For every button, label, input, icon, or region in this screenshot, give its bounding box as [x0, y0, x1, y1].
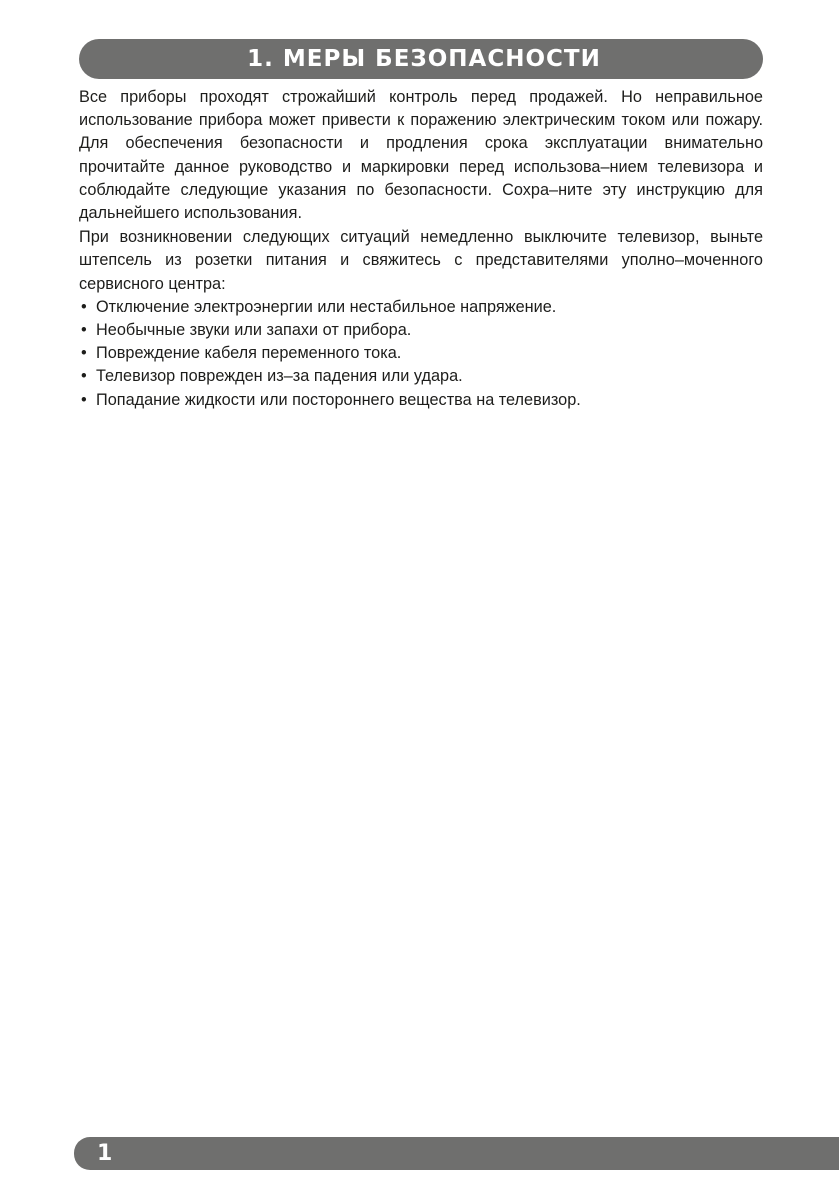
list-item-text: Повреждение кабеля переменного тока.: [96, 344, 402, 363]
section-title: 1. МЕРЫ БЕЗОПАСНОСТИ: [247, 46, 601, 72]
list-item: [79, 365, 763, 388]
list-item-text: Отключение электроэнергии или нестабильное напряжение.: [96, 297, 557, 316]
list-item: [79, 296, 763, 319]
bullet-icon: •: [81, 321, 87, 340]
bullet-icon: •: [81, 367, 87, 386]
bullet-icon: •: [81, 390, 87, 409]
list-item-text: Необычные звуки или запахи от прибора.: [96, 321, 412, 340]
bullet-icon: •: [81, 297, 87, 316]
instruction-paragraph: При возникновении следующих ситуаций немедленно выключите телевизор, выньте штепсель из розетки питания и свяжитесь с представителями уполно–моченного сервисного центра:: [79, 228, 763, 293]
situations-list: [79, 296, 763, 412]
document-body: [79, 86, 763, 412]
section-title-bar: [79, 39, 763, 79]
page-number: 1: [97, 1141, 113, 1166]
list-item: [79, 342, 763, 365]
list-item-text: Телевизор поврежден из–за падения или удара.: [96, 367, 463, 386]
intro-paragraph: Все приборы проходят строжайший контроль перед продажей. Но неправильное использование прибора может привести к поражению электрическим током или пожару. Для обеспечения безопасности и продления срока эксплуатации внимательно прочитайте данное руководство и маркировки перед использова–нием телевизора и соблюдайте следующие указания по безопасности. Сохра–ните эту инструкцию для дальнейшего использования.: [79, 88, 763, 223]
page-footer-bar: [74, 1137, 839, 1170]
list-item: [79, 319, 763, 342]
bullet-icon: •: [81, 344, 87, 363]
list-item: [79, 389, 763, 412]
list-item-text: Попадание жидкости или постороннего вещества на телевизор.: [96, 390, 581, 409]
